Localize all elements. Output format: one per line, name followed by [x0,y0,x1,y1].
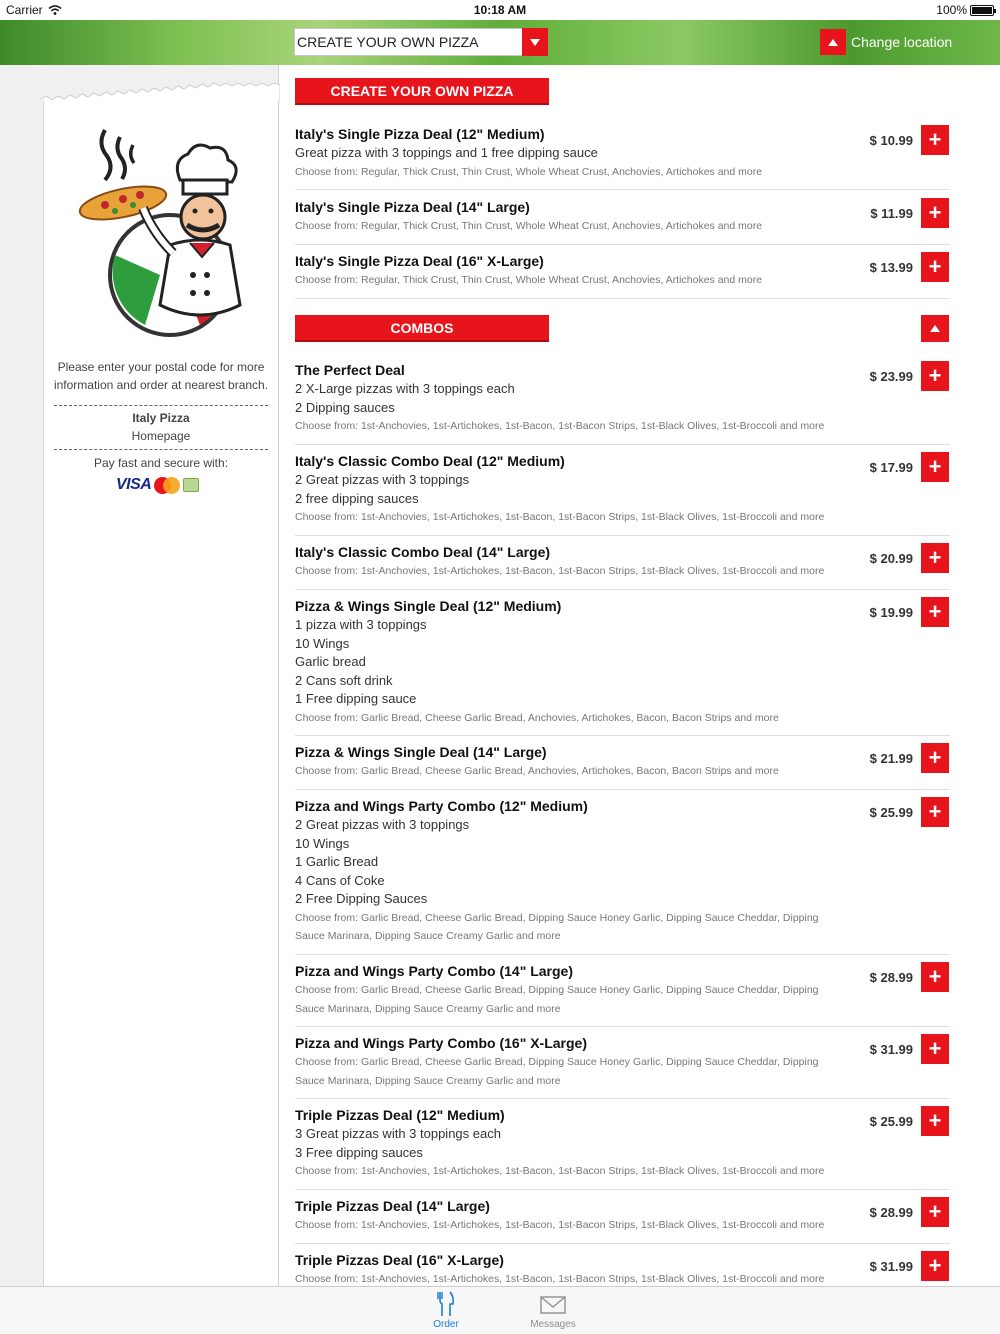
menu-item-description: Garlic bread [295,654,366,669]
tab-messages-label: Messages [530,1319,576,1330]
paper-edge [40,82,280,102]
menu-item-description: 1 pizza with 3 toppings [295,617,427,632]
add-to-cart-button[interactable]: + [921,452,949,482]
tab-order[interactable] [416,1291,476,1330]
menu-item-options: Choose from: Regular, Thick Crust, Thin Crust, Whole Wheat Crust, Anchovies, Artichokes and more [295,274,763,286]
add-to-cart-button[interactable]: + [921,125,949,155]
menu-item-description: 1 Garlic Bread [295,854,379,869]
envelope-icon [540,1291,566,1317]
menu-item[interactable] [295,252,950,299]
add-to-cart-button[interactable]: + [921,543,949,573]
menu-item-options: Choose from: Garlic Bread, Cheese Garlic Bread, Anchovies, Artichokes, Bacon, Bacon Strips and more [295,765,779,777]
menu-item[interactable] [295,361,950,445]
add-to-cart-button[interactable]: + [921,198,949,228]
menu-item-name: Triple Pizzas Deal (16" X-Large) [295,1252,504,1268]
menu-item-description: 2 free dipping sauces [295,490,419,506]
add-to-cart-button[interactable]: + [921,962,949,992]
menu-item-price: $ 28.99 [869,1205,913,1220]
menu-item-price: $ 19.99 [869,605,913,620]
menu-item-options: Choose from: 1st-Anchovies, 1st-Artichokes, 1st-Bacon, 1st-Bacon Strips, 1st-Black Olives, 1st-Broccoli and more [295,1165,825,1177]
menu-item-description: 2 Free Dipping Sauces [295,891,428,906]
menu-item-description: 4 Cans of Coke [295,872,385,888]
menu-item-description: 2 Dipping sauces [295,399,395,415]
menu-item-name: Triple Pizzas Deal (14" Large) [295,1198,490,1214]
status-time: 10:18 AM [473,3,527,17]
add-to-cart-button[interactable]: + [921,1034,949,1064]
add-to-cart-button[interactable]: + [921,797,949,827]
menu-item-description: 3 Free dipping sauces [295,1144,423,1160]
menu-item[interactable] [295,597,950,736]
visa-icon: VISA [116,476,152,493]
battery-percent: 100% [936,3,967,17]
menu-item[interactable] [295,962,950,1027]
menu-item-options: Choose from: 1st-Anchovies, 1st-Artichokes, 1st-Bacon, 1st-Bacon Strips, 1st-Black Olives, 1st-Broccoli and more [295,1273,825,1285]
battery-icon [970,5,994,16]
chef-logo [75,125,245,345]
collapse-section-button[interactable] [921,315,949,342]
menu-item-options: Choose from: Garlic Bread, Cheese Garlic Bread, Dipping Sauce Honey Garlic, Dipping Sauce Cheddar, Dipping Sauce Marinara, Dipping Sauce Creamy Garlic and more [295,911,819,942]
menu-item-price: $ 17.99 [869,460,913,475]
menu-item-price: $ 13.99 [869,260,913,275]
menu-item-options: Choose from: Garlic Bread, Cheese Garlic Bread, Dipping Sauce Honey Garlic, Dipping Sauce Cheddar, Dipping Sauce Marinara, Dipping Sauce Creamy Garlic and more [295,1056,819,1087]
menu-item-name: Italy's Single Pizza Deal (12" Medium) [295,126,545,142]
menu-item[interactable] [295,198,950,245]
carrier-label: Carrier [6,3,43,17]
tab-order-label: Order [433,1319,459,1330]
app-header [0,20,1000,65]
tab-bar [0,1286,1000,1334]
mastercard-icon [154,477,180,494]
change-location-button[interactable] [820,29,952,55]
change-location-toggle[interactable] [820,29,846,55]
menu-item-price: $ 31.99 [869,1259,913,1274]
caret-up-icon [828,39,838,46]
menu-item-options: Choose from: Garlic Bread, Cheese Garlic Bread, Dipping Sauce Honey Garlic, Dipping Sauce Cheddar, Dipping Sauce Marinara, Dipping Sauce Creamy Garlic and more [295,984,819,1015]
section-header: COMBOS [295,315,549,342]
pay-label: Pay fast and secure with: [93,456,229,470]
section-header: CREATE YOUR OWN PIZZA [295,78,549,105]
caret-down-icon [530,39,540,46]
menu-item-options: Choose from: Regular, Thick Crust, Thin Crust, Whole Wheat Crust, Anchovies, Artichokes and more [295,220,763,232]
menu-item-options: Choose from: Garlic Bread, Cheese Garlic Bread, Anchovies, Artichokes, Bacon, Bacon Strips and more [295,711,779,724]
shop-name: Italy Pizza [132,411,190,425]
menu-item-name: Pizza and Wings Party Combo (12" Medium) [295,798,588,814]
menu-item-description: Great pizza with 3 toppings and 1 free dipping sauce [295,145,598,160]
menu-item[interactable] [295,1197,950,1244]
caret-up-icon [930,325,940,332]
add-to-cart-button[interactable]: + [921,361,949,391]
menu-item[interactable] [295,797,950,955]
menu-item-name: Italy's Classic Combo Deal (12" Medium) [295,453,565,469]
add-to-cart-button[interactable]: + [921,252,949,282]
menu-item-name: Italy's Classic Combo Deal (14" Large) [295,544,551,560]
menu-item-description: 10 Wings [295,635,350,651]
menu-item[interactable] [295,543,950,590]
menu-item-price: $ 25.99 [869,805,913,820]
menu-item[interactable] [295,1034,950,1099]
menu-item-description: 2 X-Large pizzas with 3 toppings each [295,381,515,396]
menu-item-name: Pizza & Wings Single Deal (14" Large) [295,744,547,760]
menu-item-options: Choose from: 1st-Anchovies, 1st-Artichokes, 1st-Bacon, 1st-Bacon Strips, 1st-Black Olives, 1st-Broccoli and more [295,420,825,432]
menu-item-name: Pizza and Wings Party Combo (14" Large) [295,963,574,979]
wifi-icon [48,5,62,15]
add-to-cart-button[interactable]: + [921,1197,949,1227]
postal-code-message: Please enter your postal code for more information and order at nearest branch. [53,360,269,392]
menu-item-options: Choose from: Regular, Thick Crust, Thin Crust, Whole Wheat Crust, Anchovies, Artichokes and more [295,165,763,178]
menu-item-price: $ 20.99 [869,551,913,566]
add-to-cart-button[interactable]: + [921,1251,949,1281]
menu-item-name: Pizza and Wings Party Combo (16" X-Large) [295,1035,588,1051]
menu-item-description: 1 Free dipping sauce [295,691,417,706]
menu-item[interactable] [295,743,950,790]
fork-knife-icon [436,1291,456,1317]
menu-item-price: $ 10.99 [869,133,913,148]
menu-item-name: Italy's Single Pizza Deal (14" Large) [295,199,530,215]
menu-item-name: Pizza & Wings Single Deal (12" Medium) [295,598,562,614]
menu-item-price: $ 23.99 [869,369,913,384]
menu-item-description: 10 Wings [295,835,350,851]
divider [54,449,268,450]
add-to-cart-button[interactable]: + [921,743,949,773]
menu-item-description: 2 Great pizzas with 3 toppings [295,472,470,487]
menu-item-price: $ 28.99 [869,970,913,985]
add-to-cart-button[interactable]: + [921,1106,949,1136]
menu-item-description: 2 Cans soft drink [295,672,393,688]
menu-item-options: Choose from: 1st-Anchovies, 1st-Artichokes, 1st-Bacon, 1st-Bacon Strips, 1st-Black Olives, 1st-Broccoli and more [295,511,825,523]
category-select[interactable] [294,28,548,56]
cash-icon [183,478,199,492]
menu-item-description: 3 Great pizzas with 3 toppings each [295,1126,501,1141]
menu-item-name: Triple Pizzas Deal (12" Medium) [295,1107,505,1123]
menu-item[interactable] [295,125,950,190]
menu-item-description: 2 Great pizzas with 3 toppings [295,817,470,832]
divider [54,405,268,406]
category-select-value: CREATE YOUR OWN PIZZA [297,34,479,50]
menu-item-price: $ 25.99 [869,1114,913,1129]
menu-item-price: $ 31.99 [869,1042,913,1057]
menu-item-options: Choose from: 1st-Anchovies, 1st-Artichokes, 1st-Bacon, 1st-Bacon Strips, 1st-Black Olives, 1st-Broccoli and more [295,1219,825,1231]
payment-methods [116,476,199,494]
add-to-cart-button[interactable]: + [921,597,949,627]
change-location-label: Change location [851,34,953,50]
status-bar [0,0,1000,20]
menu-item-name: Italy's Single Pizza Deal (16" X-Large) [295,253,544,269]
menu-item-name: The Perfect Deal [295,362,405,378]
menu-item-price: $ 11.99 [870,206,913,221]
menu-item-options: Choose from: 1st-Anchovies, 1st-Artichokes, 1st-Bacon, 1st-Bacon Strips, 1st-Black Olives, 1st-Broccoli and more [295,565,825,577]
menu-item[interactable] [295,1106,950,1190]
menu-item-price: $ 21.99 [869,751,913,766]
homepage-link[interactable]: Homepage [131,429,191,443]
tab-messages[interactable] [523,1291,583,1330]
category-dropdown-button[interactable] [522,28,548,56]
menu-item[interactable] [295,452,950,536]
